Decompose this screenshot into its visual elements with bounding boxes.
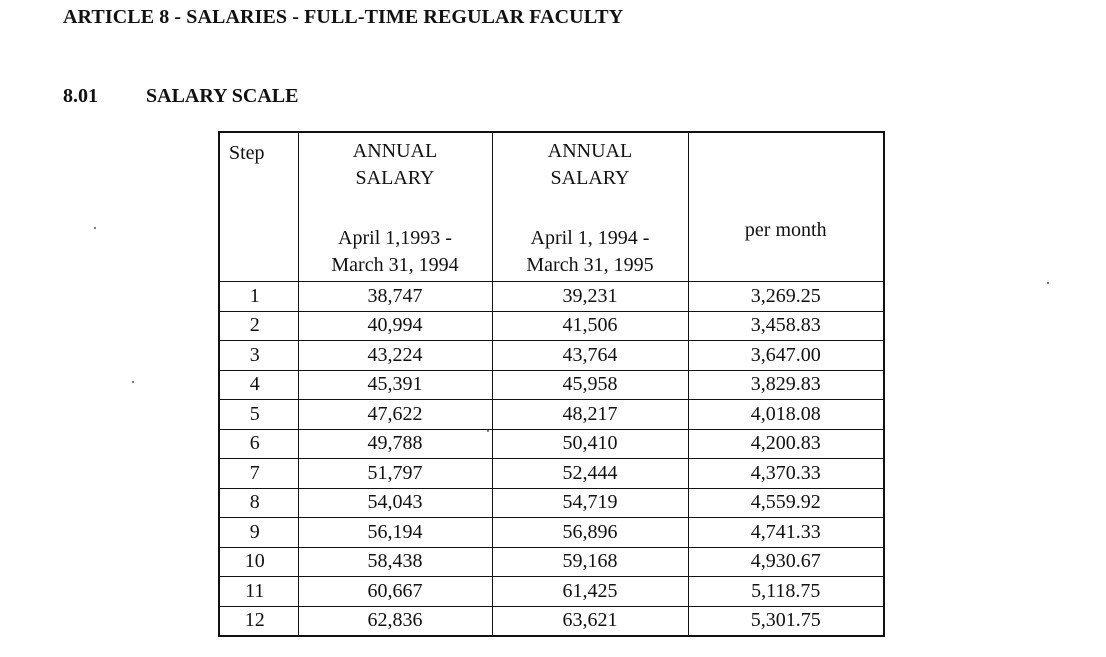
step-cell: 1 bbox=[219, 282, 298, 312]
header-per-month-label: per month bbox=[744, 219, 827, 241]
table-row bbox=[219, 282, 884, 312]
per-month-cell: 3,829.83 bbox=[688, 370, 884, 400]
salary-1993-cell: 38,747 bbox=[298, 282, 492, 312]
per-month-cell: 5,301.75 bbox=[688, 606, 884, 636]
header-salary-1994-line2: SALARY bbox=[550, 167, 630, 189]
per-month-cell: 3,269.25 bbox=[688, 282, 884, 312]
table-row bbox=[219, 459, 884, 489]
salary-1993-cell: 56,194 bbox=[298, 518, 492, 548]
salary-1993-cell: 51,797 bbox=[298, 459, 492, 489]
step-cell: 8 bbox=[219, 488, 298, 518]
salary-1994-cell: 63,621 bbox=[492, 606, 688, 636]
salary-1994-cell: 43,764 bbox=[492, 341, 688, 371]
table-row bbox=[219, 606, 884, 636]
salary-1993-cell: 58,438 bbox=[298, 547, 492, 577]
step-cell: 11 bbox=[219, 577, 298, 607]
salary-1994-cell: 56,896 bbox=[492, 518, 688, 548]
salary-scale-table bbox=[218, 131, 885, 637]
salary-1994-cell: 39,231 bbox=[492, 282, 688, 312]
header-per-month bbox=[688, 132, 884, 282]
salary-1993-cell: 62,836 bbox=[298, 606, 492, 636]
scan-speck bbox=[1047, 282, 1049, 284]
salary-1993-cell: 60,667 bbox=[298, 577, 492, 607]
per-month-cell: 4,200.83 bbox=[688, 429, 884, 459]
per-month-cell: 4,018.08 bbox=[688, 400, 884, 430]
per-month-cell: 4,930.67 bbox=[688, 547, 884, 577]
article-title: ARTICLE 8 - SALARIES - FULL-TIME REGULAR FACULTY bbox=[63, 6, 624, 28]
step-cell: 2 bbox=[219, 311, 298, 341]
scan-speck bbox=[132, 381, 134, 383]
section-number: 8.01 bbox=[63, 85, 98, 107]
header-salary-1993-line1: ANNUAL bbox=[352, 140, 438, 162]
salary-1993-cell: 40,994 bbox=[298, 311, 492, 341]
salary-1994-cell: 61,425 bbox=[492, 577, 688, 607]
salary-1994-cell: 41,506 bbox=[492, 311, 688, 341]
table-row bbox=[219, 488, 884, 518]
step-cell: 7 bbox=[219, 459, 298, 489]
table-row bbox=[219, 547, 884, 577]
salary-1993-cell: 43,224 bbox=[298, 341, 492, 371]
salary-1993-cell: 47,622 bbox=[298, 400, 492, 430]
header-salary-1994-period-end: March 31, 1995 bbox=[526, 254, 654, 276]
header-step: Step bbox=[219, 132, 298, 282]
header-salary-1993-period-start: April 1,1993 - bbox=[338, 227, 452, 249]
step-cell: 4 bbox=[219, 370, 298, 400]
table-row bbox=[219, 429, 884, 459]
salary-1994-cell: 45,958 bbox=[492, 370, 688, 400]
per-month-cell: 3,647.00 bbox=[688, 341, 884, 371]
table-row bbox=[219, 370, 884, 400]
table-row bbox=[219, 311, 884, 341]
step-cell: 9 bbox=[219, 518, 298, 548]
salary-1994-cell: 52,444 bbox=[492, 459, 688, 489]
step-cell: 12 bbox=[219, 606, 298, 636]
header-salary-1994-period bbox=[493, 225, 688, 279]
header-salary-1994 bbox=[492, 132, 688, 282]
step-cell: 10 bbox=[219, 547, 298, 577]
header-salary-1994-period-start: April 1, 1994 - bbox=[530, 227, 650, 249]
per-month-cell: 4,370.33 bbox=[688, 459, 884, 489]
scan-speck bbox=[94, 227, 96, 229]
header-salary-1993-period-end: March 31, 1994 bbox=[331, 254, 459, 276]
table-row bbox=[219, 400, 884, 430]
per-month-cell: 3,458.83 bbox=[688, 311, 884, 341]
step-cell: 6 bbox=[219, 429, 298, 459]
table-row bbox=[219, 577, 884, 607]
salary-table-body bbox=[219, 282, 884, 637]
step-cell: 3 bbox=[219, 341, 298, 371]
salary-1993-cell: 54,043 bbox=[298, 488, 492, 518]
per-month-cell: 5,118.75 bbox=[688, 577, 884, 607]
salary-1993-cell: 45,391 bbox=[298, 370, 492, 400]
step-cell: 5 bbox=[219, 400, 298, 430]
header-salary-1993-line2: SALARY bbox=[355, 167, 435, 189]
table-header-row bbox=[219, 132, 884, 282]
salary-1994-cell: 50,410 bbox=[492, 429, 688, 459]
salary-1994-cell: 54,719 bbox=[492, 488, 688, 518]
table-row bbox=[219, 341, 884, 371]
table-row bbox=[219, 518, 884, 548]
salary-1994-cell: 48,217 bbox=[492, 400, 688, 430]
header-salary-1994-line1: ANNUAL bbox=[547, 140, 633, 162]
salary-1994-cell: 59,168 bbox=[492, 547, 688, 577]
header-salary-1993 bbox=[298, 132, 492, 282]
per-month-cell: 4,741.33 bbox=[688, 518, 884, 548]
per-month-cell: 4,559.92 bbox=[688, 488, 884, 518]
salary-1993-cell: 49,788 bbox=[298, 429, 492, 459]
section-title: SALARY SCALE bbox=[146, 85, 299, 107]
header-salary-1993-period bbox=[299, 225, 492, 279]
